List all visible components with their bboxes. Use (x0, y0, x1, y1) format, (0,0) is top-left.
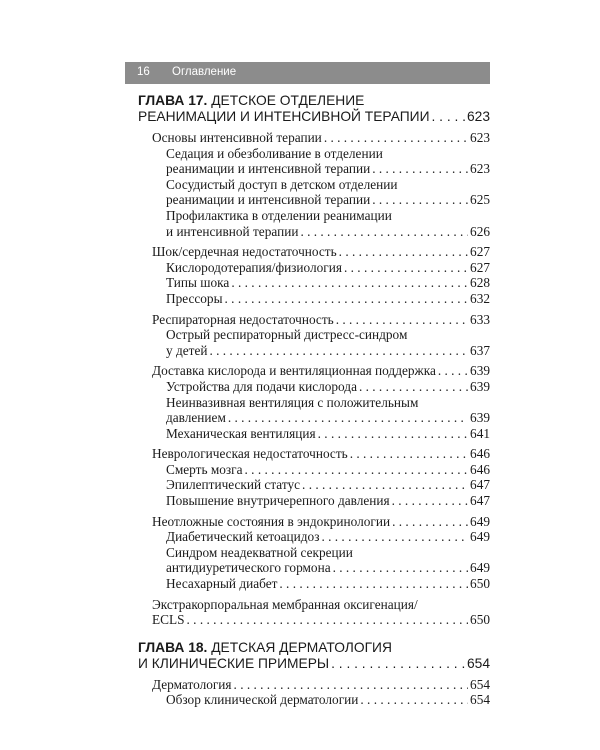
toc-section[interactable] (138, 514, 490, 530)
toc-subsection[interactable] (138, 260, 490, 276)
chapter-17-title-line1: ДЕТСКОЕ ОТДЕЛЕНИЕ (207, 93, 365, 108)
subsection-title-line1: Профилактика в отделении реанимации (166, 207, 392, 223)
chapter-17-page: 623 (466, 109, 490, 124)
section-title: Дерматология (152, 676, 232, 692)
toc-subsection[interactable] (138, 327, 490, 358)
subsection-title-line1: Острый респираторный дистресс-синдром (166, 327, 408, 343)
toc-subsection[interactable] (138, 379, 490, 395)
subsection-title: Устройства для подачи кислорода (166, 378, 357, 394)
subsection-page: 623 (470, 161, 490, 177)
dot-leader (438, 363, 468, 379)
toc-section[interactable] (138, 677, 490, 693)
section-page: 633 (470, 311, 490, 327)
dot-leader (209, 343, 468, 359)
subsection-title-line2: реанимации и интенсивной терапии (166, 192, 371, 208)
dot-leader (336, 312, 468, 328)
dot-leader (225, 291, 469, 307)
section-title-line2: ECLS (152, 612, 185, 628)
chapter-18-heading[interactable] (138, 640, 490, 672)
subsection-page: 637 (470, 342, 490, 358)
subsection-title-line1: Седация и обезболивание в отделении (166, 145, 383, 161)
header-title: Оглавление (172, 66, 237, 78)
toc-section[interactable] (138, 597, 490, 628)
toc-subsection[interactable] (138, 545, 490, 576)
dot-leader (372, 161, 468, 177)
toc-subsection[interactable] (138, 462, 490, 478)
dot-leader (279, 576, 468, 592)
toc-subsection[interactable] (138, 529, 490, 545)
dot-leader (231, 275, 468, 291)
subsection-page: 647 (470, 493, 490, 509)
table-of-contents (138, 93, 490, 708)
chapter-17-number: ГЛАВА 17. (138, 93, 208, 108)
toc-subsection[interactable] (138, 426, 490, 442)
subsection-title-line2: реанимации и интенсивной терапии (166, 161, 371, 177)
dot-leader (228, 410, 468, 426)
dot-leader (245, 462, 469, 478)
dot-leader (333, 560, 468, 576)
section-title: Респираторная недостаточность (152, 311, 334, 327)
toc-subsection[interactable] (138, 208, 490, 239)
subsection-page: 626 (470, 223, 490, 239)
subsection-page: 650 (470, 576, 490, 592)
toc-subsection[interactable] (138, 692, 490, 708)
section-title-line1: Экстракорпоральная мембранная оксигенация/ (152, 596, 418, 612)
dot-leader (392, 514, 468, 530)
section-page: 654 (470, 676, 490, 692)
toc-subsection[interactable] (138, 177, 490, 208)
subsection-page: 641 (470, 425, 490, 441)
section-page: 639 (470, 363, 490, 379)
chapter-18-number: ГЛАВА 18. (138, 639, 208, 655)
subsection-page: 628 (470, 275, 490, 291)
section-title: Основы интенсивной терапии (152, 130, 322, 145)
subsection-page: 647 (470, 477, 490, 493)
dot-leader (331, 656, 465, 672)
section-page: 649 (470, 513, 490, 529)
subsection-title-line2: у детей (166, 342, 208, 358)
section-title: Шок/сердечная недостаточность (152, 244, 337, 260)
dot-leader (234, 677, 469, 693)
page-number: 16 (137, 66, 150, 78)
toc-section[interactable] (138, 244, 490, 260)
subsection-page: 627 (470, 259, 490, 275)
toc-subsection[interactable] (138, 493, 490, 509)
subsection-title-line1: Сосудистый доступ в детском отделении (166, 176, 398, 192)
subsection-title-line2: антидиуретического гормона (166, 560, 331, 576)
toc-section[interactable] (138, 363, 490, 379)
subsection-page: 649 (470, 529, 490, 545)
section-page: 650 (470, 612, 490, 628)
section-page: 627 (470, 244, 490, 260)
dot-leader (324, 130, 468, 146)
subsection-title-line2: давлением (166, 410, 226, 426)
toc-subsection[interactable] (138, 576, 490, 592)
dot-leader (432, 109, 465, 125)
subsection-page: 639 (470, 410, 490, 426)
subsection-title-line1: Неинвазивная вентиляция с положительным (166, 394, 419, 410)
chapter-17-title-line2: РЕАНИМАЦИИ И ИНТЕНСИВНОЙ ТЕРАПИИ (138, 109, 430, 124)
subsection-title-line1: Синдром неадекватной секреции (166, 544, 353, 560)
toc-section[interactable] (138, 130, 490, 146)
chapter-17-heading[interactable] (138, 93, 490, 125)
section-title: Неврологическая недостаточность (152, 446, 348, 462)
subsection-title: Эпилептический статус (166, 477, 301, 493)
toc-subsection[interactable] (138, 291, 490, 307)
subsection-title: Типы шока (166, 275, 230, 291)
section-title: Доставка кислорода и вентиляционная поддержка (152, 363, 436, 379)
chapter-18-title-line1: ДЕТСКАЯ ДЕРМАТОЛОГИЯ (207, 639, 392, 655)
subsection-title: Прессоры (166, 290, 223, 306)
dot-leader (372, 192, 468, 208)
subsection-title: Повышение внутричерепного давления (166, 493, 390, 509)
subsection-page: 654 (470, 692, 490, 708)
dot-leader (360, 692, 468, 708)
subsection-page: 625 (470, 192, 490, 208)
subsection-title: Обзор клинической дерматологии (166, 692, 359, 708)
toc-subsection[interactable] (138, 395, 490, 426)
subsection-title: Смерть мозга (166, 461, 243, 477)
section-title: Неотложные состояния в эндокринологии (152, 513, 391, 529)
subsection-page: 632 (470, 290, 490, 306)
subsection-title: Кислородотерапия/физиология (166, 259, 342, 275)
chapter-18-title-line2: И КЛИНИЧЕСКИЕ ПРИМЕРЫ (138, 655, 330, 671)
running-header (125, 62, 490, 84)
dot-leader (339, 244, 468, 260)
dot-leader (344, 260, 468, 276)
dot-leader (392, 493, 468, 509)
toc-section[interactable] (138, 446, 490, 462)
toc-section[interactable] (138, 312, 490, 328)
subsection-page: 646 (470, 461, 490, 477)
dot-leader (187, 612, 469, 628)
dot-leader (350, 446, 468, 462)
dot-leader (359, 379, 468, 395)
chapter-18-page: 654 (466, 655, 490, 671)
toc-subsection[interactable] (138, 275, 490, 291)
section-page: 646 (470, 446, 490, 462)
dot-leader (321, 529, 468, 545)
dot-leader (302, 477, 468, 493)
subsection-title: Диабетический кетоацидоз (166, 529, 320, 545)
section-page: 623 (470, 130, 490, 145)
subsection-page: 639 (470, 378, 490, 394)
subsection-page: 649 (470, 560, 490, 576)
toc-subsection[interactable] (138, 146, 490, 177)
dot-leader (300, 224, 468, 240)
subsection-title: Механическая вентиляция (166, 425, 316, 441)
toc-subsection[interactable] (138, 477, 490, 493)
subsection-title-line2: и интенсивной терапии (166, 223, 299, 239)
dot-leader (318, 426, 468, 442)
subsection-title: Несахарный диабет (166, 576, 278, 592)
